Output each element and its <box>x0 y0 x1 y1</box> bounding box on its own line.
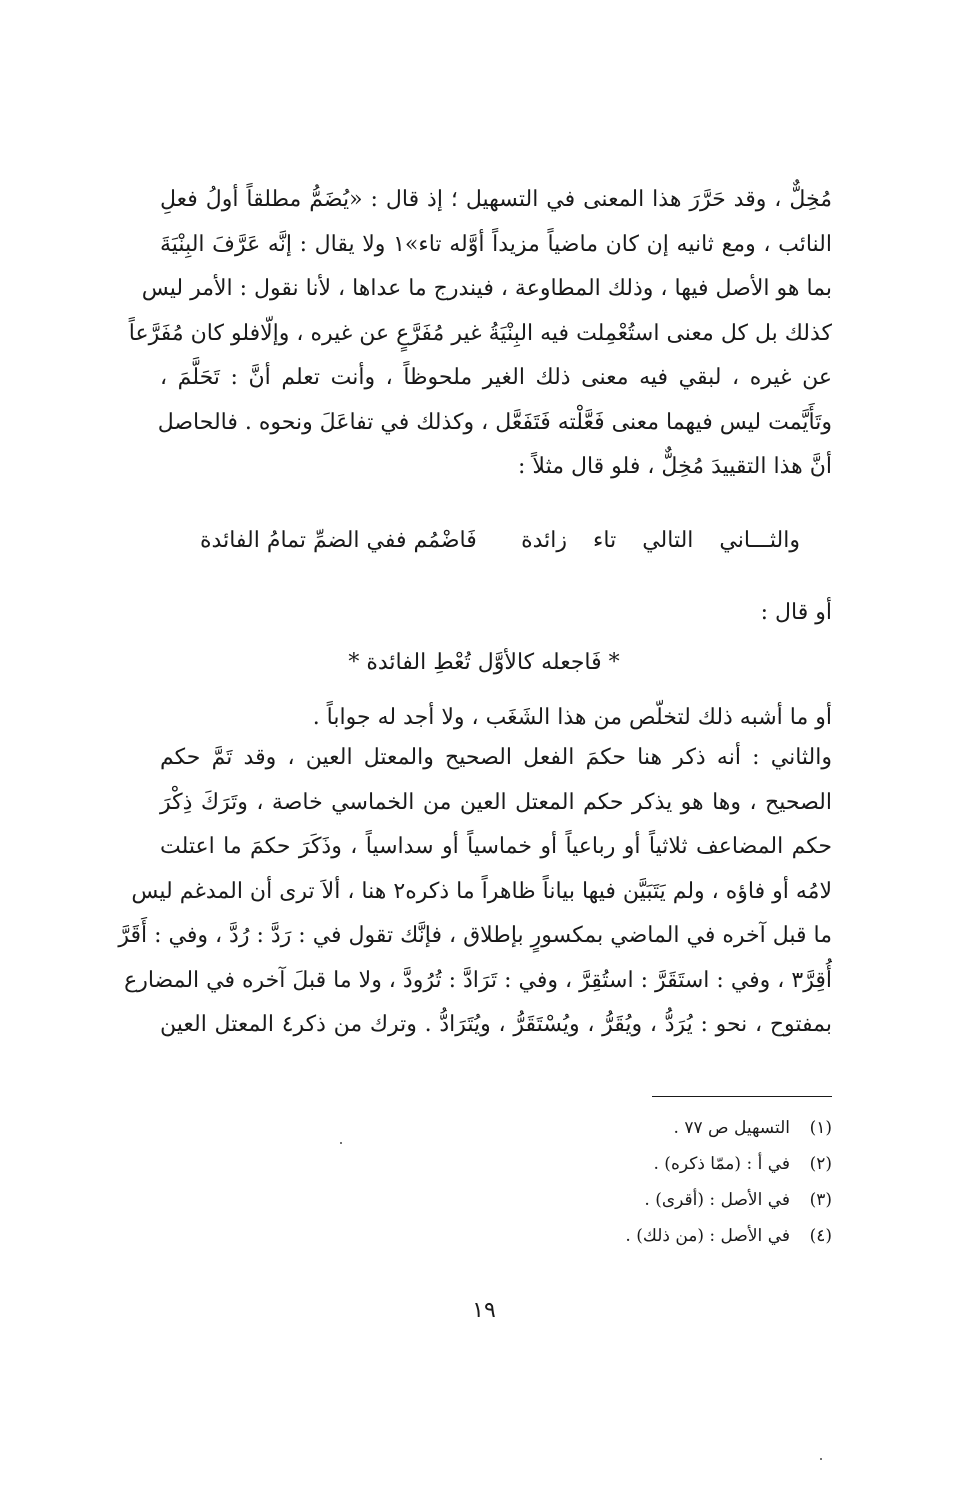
text-line: وتَأَيَّمت ليس فيهما معنى فَعَّلْته فَتَفَعَّل ، وكذلك في تفاعَلَ ونحوه . فالحاصل <box>157 409 832 435</box>
text-line: حكم المضاعف ثلاثياً أو رباعياً أو خماسياً أو سداسياً ، وذَكَرَ حكمَ ما اعتلت <box>160 834 832 859</box>
footnote-number: (٣) <box>809 1190 832 1210</box>
footnote <box>625 1110 832 1146</box>
verse-word: زائدة <box>521 528 568 553</box>
footnote-number: (١) <box>809 1118 832 1138</box>
text-line: أنَّ هذا التقييدَ مُخِلٌّ ، فلو قال مثلاً : <box>518 454 832 479</box>
verse-word: التالي <box>642 528 694 553</box>
text-line: عن غيره ، لبقي فيه معنى ذلك الغير ملحوظاً ، وأنت تعلم أنَّ : تَحَلَّمَ ، <box>160 365 832 390</box>
verse-word: تاء <box>593 528 617 553</box>
footnote-text: في الأصل : (من ذلك) . <box>625 1226 790 1246</box>
text-line: أُقِرَّ٣ ، وفي : استَقَرَّ : استُقِرَّ ، وفي : تَرَادَّ : تُرُودَّ ، ولا ما قبلَ آخره في المضارع <box>124 967 832 993</box>
footnotes <box>625 1110 832 1254</box>
footnote <box>625 1182 832 1218</box>
footnote-text: في الأصل : (أقرى) . <box>644 1190 790 1210</box>
verse-line <box>200 528 800 553</box>
paragraph-1 <box>128 178 832 490</box>
verse-second-hemistich: فَاضْمُم ففي الضمِّ تمامُ الفائدة <box>200 528 477 553</box>
text-line: والثاني : أنه ذكر هنا حكمَ الفعل الصحيح والمعتل العين ، وقد تَمَّ حكم <box>160 745 832 770</box>
footnote-text: التسهيل ص ٧٧ . <box>673 1118 790 1138</box>
text-line: كذلك بل كل معنى استُعْمِلت فيه البِنْيَةُ غير مُفَرَّعٍ عن غيره ، وإلّافلو كان مُفَرَّعاً <box>128 320 832 346</box>
or-said-line: أو قال : <box>760 600 832 625</box>
verse-first-hemistich <box>521 528 800 553</box>
footnote <box>625 1146 832 1182</box>
text-line: النائب ، ومع ثانيه إن كان ماضياً مزيداً أوَّله تاء»١ ولا يقال : إنَّه عَرَّفَ البِنْيَةَ <box>160 231 832 257</box>
footnote-number: (٢) <box>809 1154 832 1174</box>
text-line: الصحيح ، وها هو يذكر حكم المعتل العين من الخماسي خاصة ، وتَرَكَ ذِكْرَ <box>160 789 832 815</box>
text-line: ما قبل آخره في الماضي بمكسورٍ بإطلاق ، فإنَّك تقول في : رَدَّ : رُدَّ ، وفي : أَقَرَّ <box>118 923 832 948</box>
scan-speck <box>820 1458 822 1460</box>
verse-word: والثـــاني <box>719 528 800 553</box>
scan-speck <box>340 1142 342 1144</box>
text-line: بمفتوح ، نحو : يُرَدُّ ، ويُقَرُّ ، ويُسْتَقَرُّ ، ويُتَرَادُّ . وترك من ذكر٤ المعتل العين <box>160 1012 832 1037</box>
paragraph-2 <box>118 736 832 1048</box>
page-number: ١٩ <box>472 1298 496 1323</box>
text-line: لامُه أو فاؤه ، ولم يَتَبَيَّن فيها بياناً ظاهراً ما ذكره٢ هنا ، ألاَ ترى أن المدغم ليس <box>131 878 832 904</box>
footnote-number: (٤) <box>809 1226 832 1246</box>
footnote-separator <box>652 1096 832 1097</box>
footnote-text: في أ : (ممّا ذكره) . <box>653 1154 790 1174</box>
closing-line: أو ما أشبه ذلك لتخلّص من هذا الشَغَب ، ولا أجد له جواباً . <box>312 705 832 730</box>
text-line: بما هو الأصل فيها ، وذلك المطاوعة ، فيندرج ما عداها ، لأنا نقول : الأمر ليس <box>141 276 832 301</box>
footnote <box>625 1218 832 1254</box>
text-line: مُخِلٌّ ، وقد حَرَّرَ هذا المعنى في التسهيل ؛ إذ قال : «يُضَمُّ مطلقاً أولُ فعلِ <box>160 187 832 212</box>
half-verse: * فَاجعله كالأوَّل تُعْطِ الفائدة * <box>348 650 620 675</box>
